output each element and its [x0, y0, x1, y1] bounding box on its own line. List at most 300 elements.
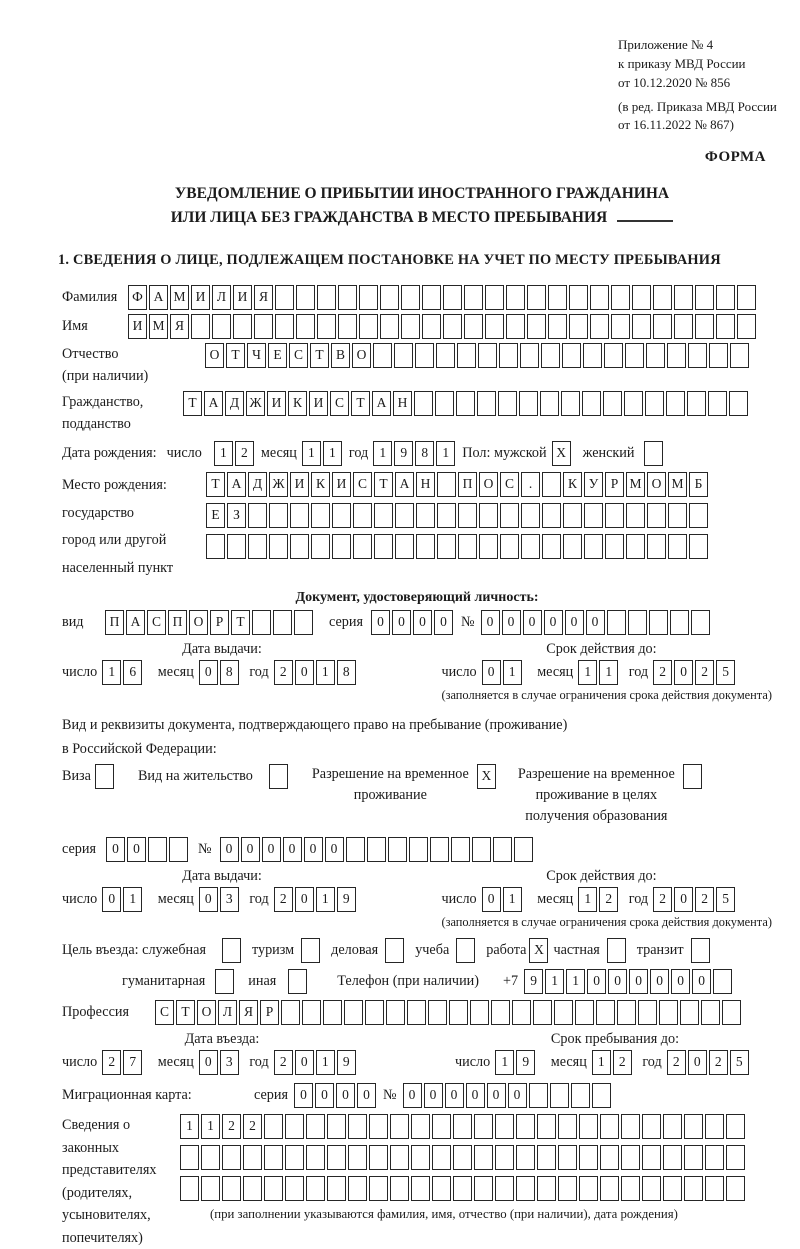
form-cell[interactable] [264, 1176, 283, 1201]
form-cell[interactable]: 0 [508, 1083, 527, 1108]
form-cell[interactable]: 0 [502, 610, 521, 635]
form-cell[interactable] [596, 1000, 615, 1025]
form-cell[interactable] [663, 1145, 682, 1170]
form-cell[interactable]: Т [231, 610, 250, 635]
form-cell[interactable] [569, 285, 588, 310]
form-cell[interactable]: Б [689, 472, 708, 497]
form-cell[interactable] [332, 503, 351, 528]
form-cell[interactable]: 1 [578, 660, 597, 685]
form-cell[interactable] [443, 314, 462, 339]
form-cell[interactable] [600, 1176, 619, 1201]
form-cell[interactable] [625, 343, 644, 368]
form-cell[interactable] [285, 1114, 304, 1139]
form-cell[interactable]: 9 [337, 1050, 356, 1075]
form-cell[interactable]: 6 [123, 660, 142, 685]
form-cell[interactable] [514, 837, 533, 862]
form-cell[interactable] [737, 314, 756, 339]
form-cell[interactable] [369, 1145, 388, 1170]
form-cell[interactable] [306, 1114, 325, 1139]
form-cell[interactable]: 2 [599, 887, 618, 912]
form-cell[interactable] [390, 1114, 409, 1139]
form-cell[interactable] [374, 534, 393, 559]
form-cell[interactable]: 2 [667, 1050, 686, 1075]
form-cell[interactable]: Ж [246, 391, 265, 416]
form-cell[interactable] [409, 837, 428, 862]
form-cell[interactable] [386, 1000, 405, 1025]
form-cell[interactable] [252, 610, 271, 635]
form-cell[interactable] [659, 1000, 678, 1025]
form-cell[interactable] [215, 969, 234, 994]
form-cell[interactable] [478, 343, 497, 368]
form-cell[interactable] [499, 343, 518, 368]
form-cell[interactable] [495, 1145, 514, 1170]
form-cell[interactable] [647, 534, 666, 559]
form-cell[interactable]: П [168, 610, 187, 635]
form-cell[interactable]: 0 [304, 837, 323, 862]
form-cell[interactable]: 0 [565, 610, 584, 635]
form-cell[interactable]: Т [226, 343, 245, 368]
form-cell[interactable] [401, 314, 420, 339]
form-cell[interactable]: 1 [436, 441, 455, 466]
form-cell[interactable] [590, 314, 609, 339]
form-cell[interactable] [521, 534, 540, 559]
form-cell[interactable]: Е [206, 503, 225, 528]
form-cell[interactable] [338, 314, 357, 339]
form-cell[interactable]: 0 [481, 610, 500, 635]
form-cell[interactable] [621, 1145, 640, 1170]
form-cell[interactable] [605, 503, 624, 528]
form-cell[interactable] [533, 1000, 552, 1025]
form-cell[interactable]: 0 [466, 1083, 485, 1108]
form-cell[interactable] [638, 1000, 657, 1025]
form-cell[interactable] [348, 1114, 367, 1139]
form-cell[interactable] [516, 1145, 535, 1170]
form-cell[interactable]: Ф [128, 285, 147, 310]
form-cell[interactable] [416, 534, 435, 559]
form-cell[interactable] [542, 534, 561, 559]
form-cell[interactable]: Л [212, 285, 231, 310]
form-cell[interactable] [95, 764, 114, 789]
form-cell[interactable] [449, 1000, 468, 1025]
form-cell[interactable]: 0 [294, 1083, 313, 1108]
form-cell[interactable] [311, 534, 330, 559]
form-cell[interactable] [561, 391, 580, 416]
form-cell[interactable]: 1 [214, 441, 233, 466]
form-cell[interactable]: 7 [123, 1050, 142, 1075]
form-cell[interactable] [437, 534, 456, 559]
form-cell[interactable]: Т [176, 1000, 195, 1025]
form-cell[interactable] [548, 285, 567, 310]
form-cell[interactable] [288, 969, 307, 994]
form-cell[interactable] [726, 1176, 745, 1201]
form-cell[interactable]: Т [206, 472, 225, 497]
form-cell[interactable]: 0 [445, 1083, 464, 1108]
form-cell[interactable] [474, 1176, 493, 1201]
form-cell[interactable]: О [189, 610, 208, 635]
form-cell[interactable] [542, 472, 561, 497]
form-cell[interactable]: О [352, 343, 371, 368]
form-cell[interactable]: 9 [516, 1050, 535, 1075]
form-cell[interactable] [607, 610, 626, 635]
form-cell[interactable] [611, 314, 630, 339]
form-cell[interactable] [716, 285, 735, 310]
form-cell[interactable] [666, 391, 685, 416]
form-cell[interactable] [516, 1176, 535, 1201]
form-cell[interactable] [621, 1114, 640, 1139]
form-cell[interactable]: 1 [545, 969, 564, 994]
form-cell[interactable] [584, 534, 603, 559]
form-cell[interactable] [653, 314, 672, 339]
form-cell[interactable] [569, 314, 588, 339]
form-cell[interactable] [684, 1114, 703, 1139]
form-cell[interactable] [667, 343, 686, 368]
form-cell[interactable]: 2 [243, 1114, 262, 1139]
form-cell[interactable] [563, 534, 582, 559]
form-cell[interactable]: 1 [373, 441, 392, 466]
form-cell[interactable] [527, 314, 546, 339]
form-cell[interactable]: К [563, 472, 582, 497]
form-cell[interactable] [464, 314, 483, 339]
form-cell[interactable] [428, 1000, 447, 1025]
form-cell[interactable] [705, 1114, 724, 1139]
form-cell[interactable]: 0 [482, 660, 501, 685]
form-cell[interactable] [485, 314, 504, 339]
form-cell[interactable]: С [289, 343, 308, 368]
form-cell[interactable] [380, 314, 399, 339]
form-cell[interactable] [632, 314, 651, 339]
form-cell[interactable]: 0 [523, 610, 542, 635]
form-cell[interactable] [479, 503, 498, 528]
form-cell[interactable] [716, 314, 735, 339]
form-cell[interactable] [722, 1000, 741, 1025]
form-cell[interactable] [317, 314, 336, 339]
form-cell[interactable] [264, 1145, 283, 1170]
form-cell[interactable] [456, 938, 475, 963]
form-cell[interactable]: Я [239, 1000, 258, 1025]
form-cell[interactable] [457, 343, 476, 368]
form-cell[interactable] [296, 285, 315, 310]
form-cell[interactable] [500, 534, 519, 559]
form-cell[interactable] [306, 1176, 325, 1201]
form-cell[interactable] [385, 938, 404, 963]
form-cell[interactable] [290, 503, 309, 528]
form-cell[interactable] [388, 837, 407, 862]
form-cell[interactable] [394, 343, 413, 368]
form-cell[interactable] [617, 1000, 636, 1025]
form-cell[interactable] [705, 1145, 724, 1170]
form-cell[interactable] [395, 534, 414, 559]
form-cell[interactable]: Р [210, 610, 229, 635]
form-cell[interactable]: 1 [123, 887, 142, 912]
form-cell[interactable] [227, 534, 246, 559]
form-cell[interactable]: 0 [674, 887, 693, 912]
form-cell[interactable] [222, 1145, 241, 1170]
form-cell[interactable]: 2 [235, 441, 254, 466]
form-cell[interactable] [554, 1000, 573, 1025]
form-cell[interactable]: Т [183, 391, 202, 416]
form-cell[interactable] [327, 1176, 346, 1201]
form-cell[interactable] [726, 1114, 745, 1139]
form-cell[interactable]: 1 [323, 441, 342, 466]
form-cell[interactable]: 1 [316, 887, 335, 912]
form-cell[interactable]: М [170, 285, 189, 310]
form-cell[interactable] [600, 1114, 619, 1139]
form-cell[interactable] [519, 391, 538, 416]
form-cell[interactable]: 3 [220, 887, 239, 912]
form-cell[interactable]: 0 [650, 969, 669, 994]
form-cell[interactable] [414, 391, 433, 416]
form-cell[interactable]: 0 [325, 837, 344, 862]
form-cell[interactable] [628, 610, 647, 635]
form-cell[interactable]: 1 [578, 887, 597, 912]
form-cell[interactable]: 2 [695, 887, 714, 912]
form-cell[interactable] [695, 285, 714, 310]
form-cell[interactable] [579, 1114, 598, 1139]
form-cell[interactable]: 0 [629, 969, 648, 994]
form-cell[interactable]: К [311, 472, 330, 497]
form-cell[interactable] [348, 1176, 367, 1201]
form-cell[interactable] [191, 314, 210, 339]
form-cell[interactable] [453, 1176, 472, 1201]
form-cell[interactable] [542, 503, 561, 528]
form-cell[interactable] [296, 314, 315, 339]
form-cell[interactable] [273, 610, 292, 635]
form-cell[interactable] [495, 1176, 514, 1201]
form-cell[interactable] [233, 314, 252, 339]
form-cell[interactable] [269, 534, 288, 559]
form-cell[interactable]: 2 [274, 887, 293, 912]
form-cell[interactable] [275, 314, 294, 339]
form-cell[interactable]: 9 [337, 887, 356, 912]
form-cell[interactable] [558, 1176, 577, 1201]
form-cell[interactable] [294, 610, 313, 635]
form-cell[interactable]: 2 [274, 1050, 293, 1075]
form-cell[interactable]: 9 [524, 969, 543, 994]
form-cell[interactable] [367, 837, 386, 862]
form-cell[interactable] [346, 837, 365, 862]
form-cell[interactable] [374, 503, 393, 528]
form-cell[interactable] [695, 314, 714, 339]
form-cell[interactable]: 2 [274, 660, 293, 685]
form-cell[interactable]: С [500, 472, 519, 497]
form-cell[interactable]: С [330, 391, 349, 416]
form-cell[interactable] [626, 503, 645, 528]
form-cell[interactable] [512, 1000, 531, 1025]
form-cell[interactable]: О [197, 1000, 216, 1025]
form-cell[interactable]: 0 [295, 660, 314, 685]
form-cell[interactable] [470, 1000, 489, 1025]
form-cell[interactable] [407, 1000, 426, 1025]
form-cell[interactable] [689, 503, 708, 528]
form-cell[interactable] [269, 764, 288, 789]
form-cell[interactable]: 0 [295, 887, 314, 912]
form-cell[interactable]: П [105, 610, 124, 635]
form-cell[interactable] [684, 1145, 703, 1170]
form-cell[interactable]: А [126, 610, 145, 635]
form-cell[interactable] [474, 1114, 493, 1139]
form-cell[interactable]: У [584, 472, 603, 497]
form-cell[interactable]: Т [374, 472, 393, 497]
form-cell[interactable] [726, 1145, 745, 1170]
form-cell[interactable]: 0 [295, 1050, 314, 1075]
form-cell[interactable]: 0 [434, 610, 453, 635]
form-cell[interactable] [269, 503, 288, 528]
form-cell[interactable]: 0 [315, 1083, 334, 1108]
form-cell[interactable]: 1 [566, 969, 585, 994]
form-cell[interactable] [169, 837, 188, 862]
form-cell[interactable]: 0 [424, 1083, 443, 1108]
form-cell[interactable] [248, 534, 267, 559]
form-cell[interactable] [691, 610, 710, 635]
form-cell[interactable] [222, 938, 241, 963]
form-cell[interactable]: . [521, 472, 540, 497]
form-cell[interactable] [443, 285, 462, 310]
form-cell[interactable] [498, 391, 517, 416]
form-cell[interactable] [541, 343, 560, 368]
form-cell[interactable] [474, 1145, 493, 1170]
form-cell[interactable] [668, 534, 687, 559]
form-cell[interactable]: Н [416, 472, 435, 497]
form-cell[interactable] [206, 534, 225, 559]
form-cell[interactable]: А [227, 472, 246, 497]
form-cell[interactable] [430, 837, 449, 862]
form-cell[interactable] [464, 285, 483, 310]
form-cell[interactable] [670, 610, 689, 635]
form-cell[interactable]: И [128, 314, 147, 339]
form-cell[interactable]: О [205, 343, 224, 368]
form-cell[interactable]: 1 [503, 887, 522, 912]
form-cell[interactable] [390, 1145, 409, 1170]
form-cell[interactable]: И [332, 472, 351, 497]
form-cell[interactable] [472, 837, 491, 862]
form-cell[interactable] [458, 503, 477, 528]
form-cell[interactable]: 1 [599, 660, 618, 685]
form-cell[interactable]: Я [254, 285, 273, 310]
form-cell[interactable]: Р [260, 1000, 279, 1025]
form-cell[interactable] [663, 1176, 682, 1201]
form-cell[interactable] [529, 1083, 548, 1108]
form-cell[interactable] [575, 1000, 594, 1025]
form-cell[interactable]: А [372, 391, 391, 416]
form-cell[interactable] [680, 1000, 699, 1025]
form-cell[interactable]: Е [268, 343, 287, 368]
form-cell[interactable] [435, 391, 454, 416]
form-cell[interactable]: 0 [671, 969, 690, 994]
form-cell[interactable]: Р [605, 472, 624, 497]
form-cell[interactable]: 1 [495, 1050, 514, 1075]
form-cell[interactable]: 8 [220, 660, 239, 685]
form-cell[interactable]: 0 [413, 610, 432, 635]
form-cell[interactable]: Ж [269, 472, 288, 497]
form-cell[interactable] [500, 503, 519, 528]
form-cell[interactable] [611, 285, 630, 310]
form-cell[interactable] [730, 343, 749, 368]
form-cell[interactable] [479, 534, 498, 559]
form-cell[interactable] [645, 391, 664, 416]
form-cell[interactable] [632, 285, 651, 310]
form-cell[interactable]: А [204, 391, 223, 416]
form-cell[interactable]: 3 [220, 1050, 239, 1075]
form-cell[interactable] [477, 391, 496, 416]
form-cell[interactable]: З [227, 503, 246, 528]
form-cell[interactable]: 5 [716, 660, 735, 685]
form-cell[interactable] [683, 764, 702, 789]
form-cell[interactable]: К [288, 391, 307, 416]
form-cell[interactable] [327, 1114, 346, 1139]
form-cell[interactable] [592, 1083, 611, 1108]
form-cell[interactable]: 8 [415, 441, 434, 466]
form-cell[interactable]: 2 [653, 660, 672, 685]
form-cell[interactable]: 0 [199, 887, 218, 912]
form-cell[interactable] [516, 1114, 535, 1139]
form-cell[interactable]: Д [248, 472, 267, 497]
form-cell[interactable] [563, 503, 582, 528]
form-cell[interactable]: 0 [241, 837, 260, 862]
form-cell[interactable] [369, 1176, 388, 1201]
form-cell[interactable]: 1 [102, 660, 121, 685]
form-cell[interactable] [642, 1145, 661, 1170]
form-cell[interactable] [306, 1145, 325, 1170]
form-cell[interactable] [506, 285, 525, 310]
form-cell[interactable] [327, 1145, 346, 1170]
form-cell[interactable] [491, 1000, 510, 1025]
form-cell[interactable] [583, 343, 602, 368]
form-cell[interactable]: И [290, 472, 309, 497]
form-cell[interactable] [713, 969, 732, 994]
form-cell[interactable] [550, 1083, 569, 1108]
form-cell[interactable]: 1 [316, 1050, 335, 1075]
form-cell[interactable] [485, 285, 504, 310]
form-cell[interactable] [708, 391, 727, 416]
form-cell[interactable] [590, 285, 609, 310]
form-cell[interactable] [411, 1145, 430, 1170]
form-cell[interactable] [584, 503, 603, 528]
form-cell[interactable] [604, 343, 623, 368]
form-cell[interactable]: О [479, 472, 498, 497]
form-cell[interactable] [281, 1000, 300, 1025]
form-cell[interactable] [737, 285, 756, 310]
form-cell[interactable]: 0 [199, 1050, 218, 1075]
form-cell[interactable]: 0 [674, 660, 693, 685]
form-cell[interactable] [579, 1176, 598, 1201]
form-cell[interactable] [582, 391, 601, 416]
form-cell[interactable] [458, 534, 477, 559]
form-cell[interactable]: 9 [394, 441, 413, 466]
form-cell[interactable]: 0 [487, 1083, 506, 1108]
form-cell[interactable]: И [191, 285, 210, 310]
form-cell[interactable] [537, 1114, 556, 1139]
form-cell[interactable] [369, 1114, 388, 1139]
form-cell[interactable] [456, 391, 475, 416]
form-cell[interactable]: 5 [716, 887, 735, 912]
form-cell[interactable] [558, 1114, 577, 1139]
form-cell[interactable] [729, 391, 748, 416]
form-cell[interactable] [642, 1114, 661, 1139]
form-cell[interactable] [201, 1176, 220, 1201]
form-cell[interactable]: 0 [199, 660, 218, 685]
form-cell[interactable] [644, 441, 663, 466]
form-cell[interactable] [275, 285, 294, 310]
form-cell[interactable] [579, 1145, 598, 1170]
form-cell[interactable]: 0 [688, 1050, 707, 1075]
form-cell[interactable]: 0 [220, 837, 239, 862]
form-cell[interactable] [621, 1176, 640, 1201]
form-cell[interactable] [301, 938, 320, 963]
form-cell[interactable]: П [458, 472, 477, 497]
form-cell[interactable] [684, 1176, 703, 1201]
form-cell[interactable]: 5 [730, 1050, 749, 1075]
form-cell[interactable] [359, 285, 378, 310]
